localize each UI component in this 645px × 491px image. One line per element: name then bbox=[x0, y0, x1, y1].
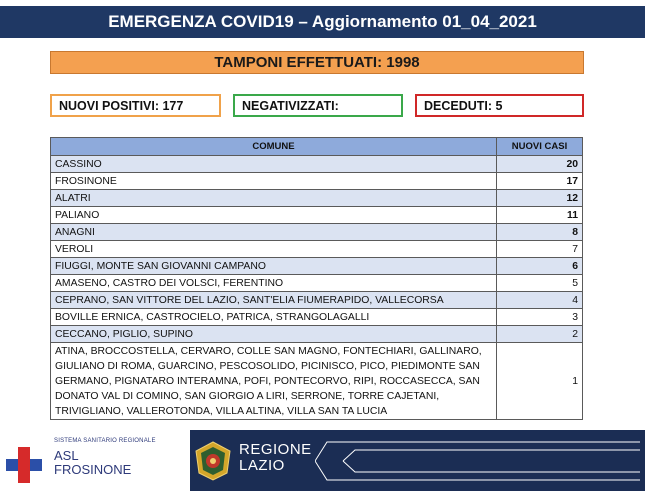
negativizzati-box: NEGATIVIZZATI: bbox=[233, 94, 403, 117]
table-row bbox=[51, 309, 583, 326]
table-row bbox=[51, 156, 583, 173]
asl-name bbox=[54, 449, 131, 477]
table-row bbox=[51, 173, 583, 190]
regione-lazio-emblem-icon bbox=[194, 441, 232, 481]
cell-casi: 5 bbox=[497, 275, 583, 292]
table-row bbox=[51, 190, 583, 207]
regione-label bbox=[239, 442, 312, 474]
cell-casi: 2 bbox=[497, 326, 583, 343]
table-row bbox=[51, 241, 583, 258]
asl-cross-icon bbox=[6, 447, 42, 483]
cell-casi: 8 bbox=[497, 224, 583, 241]
column-header-nuovi-casi: NUOVI CASI bbox=[497, 138, 583, 156]
cell-comune: FROSINONE bbox=[51, 173, 497, 190]
table-row bbox=[51, 224, 583, 241]
nuovi-positivi-box: NUOVI POSITIVI: 177 bbox=[50, 94, 221, 117]
table-row bbox=[51, 258, 583, 275]
cell-comune: FIUGGI, MONTE SAN GIOVANNI CAMPANO bbox=[51, 258, 497, 275]
regione-line1: REGIONE bbox=[239, 441, 312, 458]
deceduti-box: DECEDUTI: 5 bbox=[415, 94, 584, 117]
column-header-comune: COMUNE bbox=[51, 138, 497, 156]
cell-comune: BOVILLE ERNICA, CASTROCIELO, PATRICA, STRANGOLAGALLI bbox=[51, 309, 497, 326]
cell-casi: 6 bbox=[497, 258, 583, 275]
cell-comune: VEROLI bbox=[51, 241, 497, 258]
decorative-lines bbox=[315, 438, 640, 484]
cell-comune: CEPRANO, SAN VITTORE DEL LAZIO, SANT'ELIA FIUMERAPIDO, VALLECORSA bbox=[51, 292, 497, 309]
table-row bbox=[51, 292, 583, 309]
cell-comune: ALATRI bbox=[51, 190, 497, 207]
cell-casi: 17 bbox=[497, 173, 583, 190]
cell-comune: AMASENO, CASTRO DEI VOLSCI, FERENTINO bbox=[51, 275, 497, 292]
table-row bbox=[51, 275, 583, 292]
table-row bbox=[51, 343, 583, 420]
cell-casi: 3 bbox=[497, 309, 583, 326]
cell-comune: CASSINO bbox=[51, 156, 497, 173]
cell-comune: PALIANO bbox=[51, 207, 497, 224]
ssr-label: SISTEMA SANITARIO REGIONALE bbox=[54, 438, 156, 444]
cell-comune: CECCANO, PIGLIO, SUPINO bbox=[51, 326, 497, 343]
cell-casi: 7 bbox=[497, 241, 583, 258]
table-row bbox=[51, 207, 583, 224]
cell-casi: 11 bbox=[497, 207, 583, 224]
cell-casi: 12 bbox=[497, 190, 583, 207]
page-title: EMERGENZA COVID19 – Aggiornamento 01_04_2021 bbox=[0, 6, 645, 38]
table-row bbox=[51, 326, 583, 343]
cell-comune: ATINA, BROCCOSTELLA, CERVARO, COLLE SAN MAGNO, FONTECHIARI, GALLINARO, GIULIANO DI ROMA, GUARCINO, PESCOSOLIDO, PICINISCO, PICO, PIEDIMONTE SAN GERMANO, PIGNATARO INTERAMNA, POFI, PONTECORVO, RIPI, ROCCASECCA, SAN DONATO VAL DI COMINO, SAN GIORGIO A LIRI, SERRONE, TORRE CAJETANI, TRIVIGLIANO, VALLEROTONDA, VILLA ALTINA, VILLA SAN TA LUCIA bbox=[51, 343, 497, 420]
regione-line2: LAZIO bbox=[239, 457, 285, 474]
cases-table bbox=[50, 137, 583, 420]
asl-line1: ASL bbox=[54, 448, 79, 463]
cell-comune: ANAGNI bbox=[51, 224, 497, 241]
asl-logo-area bbox=[0, 430, 190, 491]
tamponi-banner: TAMPONI EFFETTUATI: 1998 bbox=[50, 51, 584, 74]
cell-casi: 20 bbox=[497, 156, 583, 173]
table-header-row bbox=[51, 138, 583, 156]
cell-casi: 1 bbox=[497, 343, 583, 420]
cell-casi: 4 bbox=[497, 292, 583, 309]
asl-line2: FROSINONE bbox=[54, 462, 132, 477]
regione-lazio-banner bbox=[190, 430, 645, 491]
